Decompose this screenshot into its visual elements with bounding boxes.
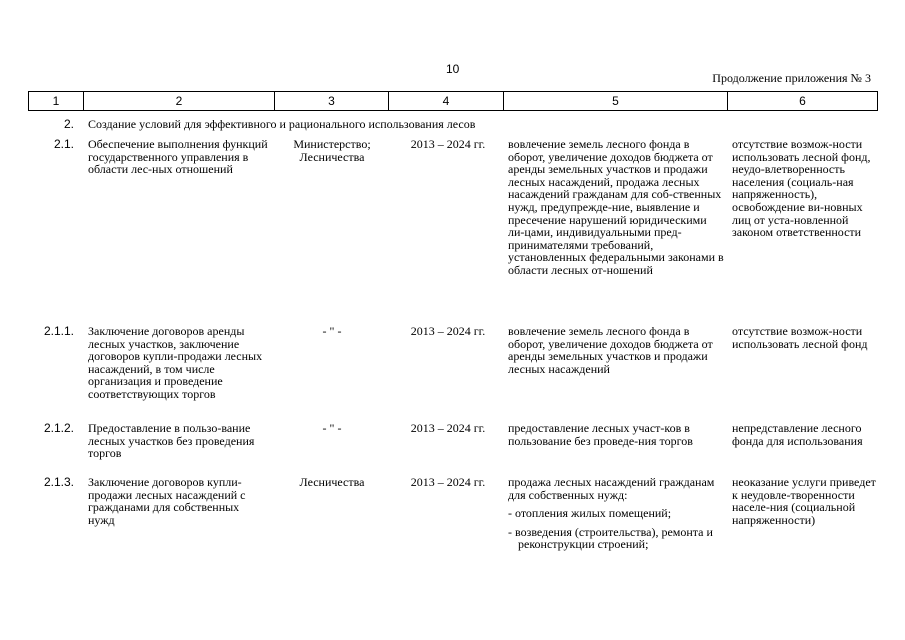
section-title: Создание условий для эффективного и рационального использования лесов [88, 117, 476, 131]
column-1-header: 1 [29, 92, 84, 111]
activity-name: Обеспечение выполнения функций государственного управления в области лес-ных отношений [88, 137, 268, 177]
expected-result: предоставление лесных участ-ков в пользование без проведе-ния торгов [508, 421, 693, 448]
column-4-header: 4 [389, 92, 504, 111]
expected-result: вовлечение земель лесного фонда в оборот, увеличение доходов бюджета от аренды земельных участков и продажи лесных насаждений [508, 324, 713, 376]
activity-name: Заключение договоров аренды лесных участков, заключение договоров купли-продажи лесных насаждений, в том числе организация и проведение соответствующих торгов [88, 324, 263, 401]
row-number: 2.1.3. [43, 475, 74, 489]
activity-name: Предоставление в пользо-вание лесных участков без проведения торгов [88, 421, 255, 461]
executor: Министерство; Лесничества [293, 137, 371, 164]
expected-result [508, 476, 724, 551]
column-5-header: 5 [504, 92, 728, 111]
executor: - " - [322, 421, 342, 435]
page-number: 10 [446, 62, 460, 76]
executor: - " - [322, 324, 342, 338]
row-number: 2.1.1. [43, 324, 74, 338]
column-number-header [28, 91, 878, 111]
consequence: непредставление лесного фонда для использования [732, 421, 863, 448]
result-list-item: - возведения (строительства), ремонта и реконструкции строений; [508, 524, 713, 552]
consequence: неоказание услуги приведет к неудовле-творенности населе-ния (социальной напряженности) [732, 475, 876, 527]
consequence: отсутствие возмож-ности использовать лесной фонд [732, 324, 868, 351]
executor: Лесничества [299, 475, 365, 489]
activity-name: Заключение договоров купли-продажи лесных насаждений с гражданами для собственных нужд [88, 475, 246, 527]
row-number: 2.1.2. [43, 421, 74, 435]
period: 2013 – 2024 гг. [410, 475, 486, 489]
continuation-label: Продолжение приложения № 3 [712, 71, 871, 85]
result-list-item: - отопления жилых помещений; [508, 506, 672, 521]
consequence: отсутствие возмож-ности использовать лесной фонд, неудо-влетворенность населения (социаль-ная напряженность), освобождение ви-новных лиц от уста-новленной законом ответственности [732, 137, 871, 240]
column-3-header: 3 [275, 92, 389, 111]
row-number: 2.1. [53, 137, 74, 151]
section-number: 2. [63, 117, 74, 131]
period: 2013 – 2024 гг. [410, 324, 486, 338]
period: 2013 – 2024 гг. [410, 137, 486, 151]
expected-result: вовлечение земель лесного фонда в оборот, увеличение доходов бюджета от аренды земельных участков и продажи лесных насаждений, продажа лесных насаждений гражданам для соб-ственных нужд, предупрежде-ние, выявление и пресечение нарушений юридическими ли-цами, индивидуальными пред-принимателями требований, установленных федеральными законами в области лесных от-ношений [508, 137, 724, 277]
column-6-header: 6 [728, 92, 878, 111]
expected-result-intro: продажа лесных насаждений гражданам для собственных нужд: [508, 475, 715, 502]
period: 2013 – 2024 гг. [410, 421, 486, 435]
column-2-header: 2 [84, 92, 275, 111]
